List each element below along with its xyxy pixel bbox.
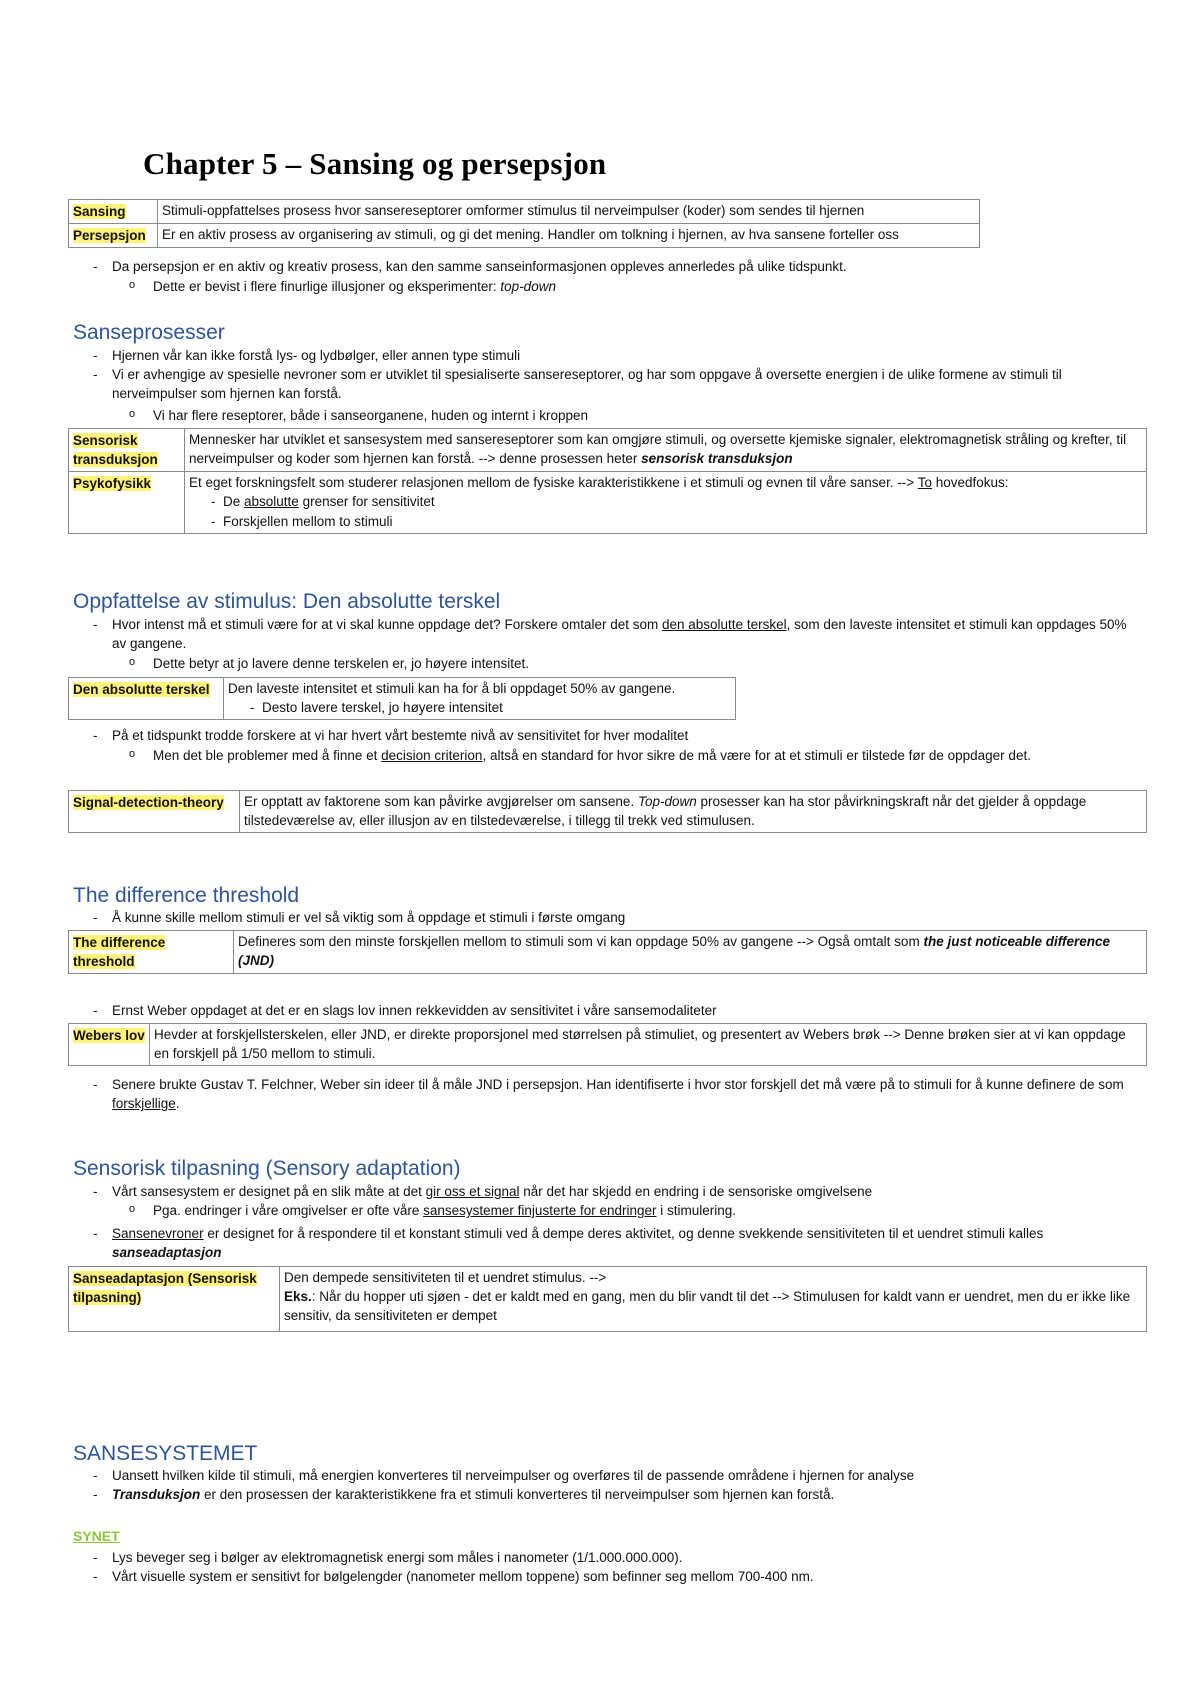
sub-bullet-list [153,406,1143,425]
sub-bullet-list [153,654,1143,673]
list-item: - Hvor intenst må et stimuli være for at vi skal kunne oppdage det? Forskere omtaler det som den absolutte terskel, som den laveste intensitet et stimuli kan oppdages 50% av gangene. [112,615,1142,653]
sanseadaptasjon-table [68,1266,1147,1332]
list-item: - Ernst Weber oppdaget at det er en slags lov innen rekkevidden av sensitivitet i våre sansemodaliteter [112,1001,1142,1020]
list-item: o Dette er bevist i flere finurlige illusjoner og eksperimenter: top-down [153,277,1143,296]
inner-list [189,492,1142,530]
definition-text: Er opptatt av faktorene som kan påvirke avgjørelser om sansene. Top-down prosesser kan ha stor påvirkningskraft når det gjelder å oppdage tilstedeværelse av, eller illusjon av en tilstedeværelse, i tillegg til trekk ved stimulusen. [240,791,1147,833]
definition-term: Signal-detection-theory [69,791,240,833]
list-item: - Vårt visuelle system er sensitivt for bølgelengder (nanometer mellom toppene) som befinner seg mellom 700-400 nm. [112,1567,1142,1586]
absolutte-terskel-table [68,677,736,720]
list-item: - Da persepsjon er en aktiv og kreativ prosess, kan den samme sanseinformasjonen oppleves annerledes på ulike tidspunkt. [112,257,1142,276]
bullet-list [112,346,1142,403]
bullet-list [112,1548,1142,1586]
definition-term: Sanseadaptasjon (Sensorisk tilpasning) [69,1267,280,1332]
signal-detection-table [68,790,1147,833]
definition-text: Mennesker har utviklet et sansesystem med sansereseptorer som kan omgjøre stimuli, og oversette kjemiske signaler, elektromagnetisk stråling og krefter, til nerveimpulser og koder som hjernen kan forstå. --> denne prosessen heter sensorisk transduksjon [185,429,1147,472]
table-row [69,931,1147,974]
list-item: - Vi er avhengige av spesielle nevroner som er utviklet til spesialiserte sansereseptorer, og har som oppgave å oversette energien i de ulike formene av stimuli til nerveimpulser som hjernen kan forstå. [112,365,1142,403]
section-heading: Oppfattelse av stimulus: Den absolutte terskel [73,590,501,613]
definition-text: Den laveste intensitet et stimuli kan ha for å bli oppdaget 50% av gangene. - Desto lavere terskel, jo høyere intensitet [224,678,736,720]
definition-text: Den dempede sensitiviteten til et uendret stimulus. --> Eks.: Når du hopper uti sjøen - det er kaldt med en gang, men du blir vandt til det --> Stimulusen for kaldt vann er uendret, men du er ikke like sensitiv, da sensitiviteten er dempet [280,1267,1147,1332]
table-row [69,472,1147,533]
list-item: o Vi har flere reseptorer, både i sanseorganene, huden og internt i kroppen [153,406,1143,425]
list-item: - De absolutte grenser for sensitivitet [223,492,1142,511]
list-item: - Å kunne skille mellom stimuli er vel så viktig som å oppdage et stimuli i første omgang [112,908,1142,927]
bullet-list [112,1001,1142,1020]
definition-text: Stimuli-oppfattelses prosess hvor sansereseptorer omformer stimulus til nerveimpulser (koder) som sendes til hjernen [158,200,980,224]
table-row [69,224,980,248]
page-title: Chapter 5 – Sansing og persepsjon [143,146,607,181]
bullet-list [112,1075,1142,1113]
definition-text: Hevder at forskjellsterskelen, eller JND, er direkte proporsjonel med størrelsen på stimuliet, og presentert av Webers brøk --> Denne brøken sier at vi kan oppdage en forskjell på 1/50 mellom to stimuli. [150,1024,1147,1066]
webers-lov-table [68,1023,1147,1066]
definition-text: Defineres som den minste forskjellen mellom to stimuli som vi kan oppdage 50% av gangene --> Også omtalt som the just noticeable difference (JND) [234,931,1147,974]
intro-definitions-table [68,199,980,248]
definition-term: The difference threshold [69,931,234,974]
list-item: - Forskjellen mellom to stimuli [223,512,1142,531]
list-item: - Senere brukte Gustav T. Felchner, Weber sin ideer til å måle JND i persepsjon. Han identifiserte i hvor stor forskjell det må være på to stimuli for å kunne definere de som forskjellige. [112,1075,1142,1113]
table-row [69,1024,1147,1066]
table-row [69,791,1147,833]
subsection-heading: SYNET [73,1528,120,1544]
list-item: - Uansett hvilken kilde til stimuli, må energien konverteres til nerveimpulser og overføres til de passende områdene i hjernen for analyse [112,1466,1142,1485]
list-item: - På et tidspunkt trodde forskere at vi har hvert vårt bestemte nivå av sensitivitet for hver modalitet [112,726,1142,745]
sanseprosesser-table [68,428,1147,534]
definition-term: Sensorisk transduksjon [69,429,185,472]
bullet-list [112,726,1142,745]
list-item: - Sansenevroner er designet for å respondere til et konstant stimuli ved å dempe deres aktivitet, og denne svekkende sensitiviteten til et uendret stimuli kalles sanseadaptasjon [112,1224,1142,1262]
bullet-list [112,908,1142,927]
definition-term: Webers lov [69,1024,150,1066]
section-heading: The difference threshold [73,884,300,907]
definition-term: Persepsjon [69,224,158,248]
sub-bullet-list [153,746,1143,765]
difference-threshold-table [68,930,1147,974]
definition-text: Er en aktiv prosess av organisering av stimuli, og gi det mening. Handler om tolkning i hjernen, av hva sansene forteller oss [158,224,980,248]
definition-term: Den absolutte terskel [69,678,224,720]
sub-bullet-list [153,1201,1143,1220]
definition-term: Sansing [69,200,158,224]
table-row [69,429,1147,472]
table-row [69,678,736,720]
list-item: - Lys beveger seg i bølger av elektromagnetisk energi som måles i nanometer (1/1.000.000.000). [112,1548,1142,1567]
table-row [69,200,980,224]
sub-bullet-list [153,277,1143,296]
inner-list [228,698,731,717]
bullet-list [112,257,1142,276]
list-item: o Dette betyr at jo lavere denne terskelen er, jo høyere intensitet. [153,654,1143,673]
table-row [69,1267,1147,1332]
list-item: - Transduksjon er den prosessen der karakteristikkene fra et stimuli konverteres til nerveimpulser som hjernen kan forstå. [112,1485,1142,1504]
list-item: - Hjernen vår kan ikke forstå lys- og lydbølger, eller annen type stimuli [112,346,1142,365]
bullet-list [112,1182,1142,1201]
bullet-list [112,1466,1142,1504]
definition-term: Psykofysikk [69,472,185,533]
list-item: - Desto lavere terskel, jo høyere intensitet [262,698,731,717]
section-heading: Sensorisk tilpasning (Sensory adaptation) [73,1157,461,1180]
list-item: - Vårt sansesystem er designet på en slik måte at det gir oss et signal når det har skjedd en endring i de sensoriske omgivelsene [112,1182,1142,1201]
list-item: o Pga. endringer i våre omgivelser er ofte våre sansesystemer finjusterte for endringer i stimulering. [153,1201,1143,1220]
bullet-list [112,615,1142,653]
definition-text: Et eget forskningsfelt som studerer relasjonen mellom de fysiske karakteristikkene i et stimuli og evnen til våre sanser. --> To hovedfokus: - De absolutte grenser for sensitivitet - Forskjellen mellom to stimuli [185,472,1147,533]
bullet-list [112,1224,1142,1262]
list-item: o Men det ble problemer med å finne et decision criterion, altså en standard for hvor sikre de må være for at et stimuli er tilstede før de oppdager det. [153,746,1143,765]
section-heading: SANSESYSTEMET [73,1442,258,1465]
section-heading: Sanseprosesser [73,321,225,344]
